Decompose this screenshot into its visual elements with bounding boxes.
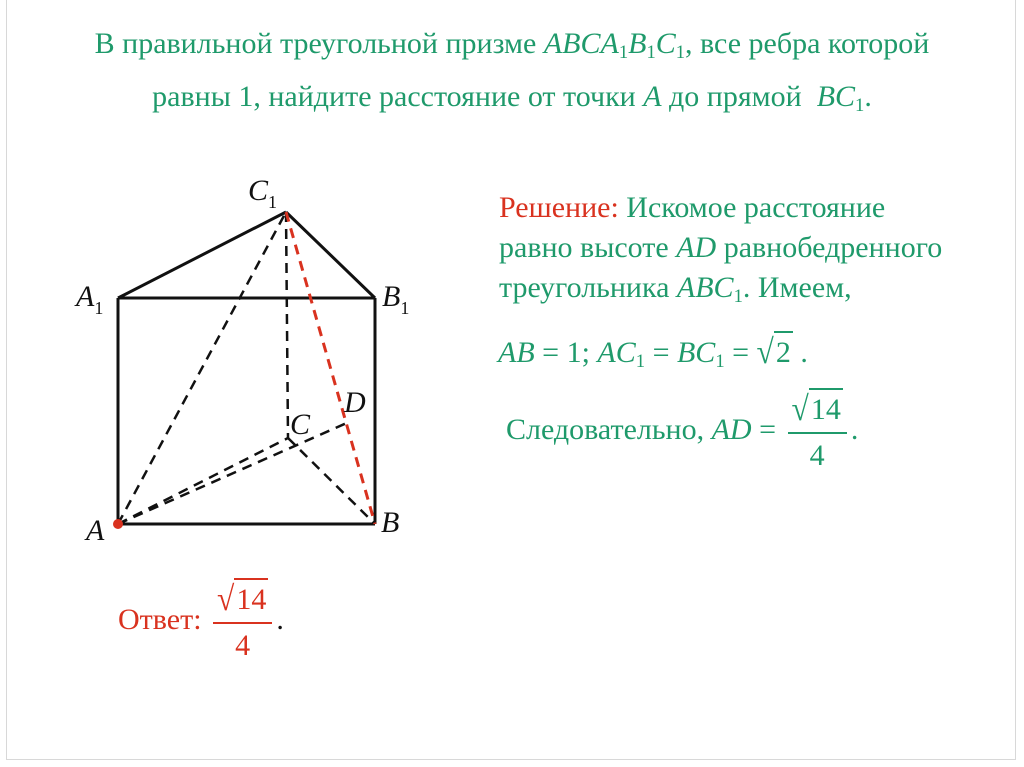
label-c1: $C_1$ bbox=[248, 174, 278, 212]
eq-end: . bbox=[792, 336, 808, 369]
eq-sign: = bbox=[724, 336, 757, 369]
solution-text-part: равно высоте bbox=[499, 231, 677, 264]
segment-b-c1 bbox=[286, 212, 375, 524]
segment-ab: AB bbox=[498, 336, 535, 369]
radical-sign-icon: √ bbox=[791, 389, 809, 428]
denominator: 4 bbox=[235, 629, 251, 662]
numerator bbox=[213, 578, 272, 624]
problem-text: равны 1, найдите расстояние от точки bbox=[152, 80, 644, 114]
segment-a-c1 bbox=[118, 212, 286, 524]
edge-a1-c1 bbox=[118, 212, 286, 298]
radicand: 2 bbox=[774, 331, 793, 373]
subscript: 1 bbox=[715, 351, 725, 373]
point-a-marker bbox=[113, 519, 123, 529]
label-b1: $B_1$ bbox=[382, 280, 410, 318]
label-d: D bbox=[344, 386, 366, 419]
eq-sign: = bbox=[751, 412, 784, 446]
fraction bbox=[788, 388, 847, 476]
subscript: 1 bbox=[855, 95, 865, 117]
subscript: 1 bbox=[618, 42, 629, 64]
radical-sign-icon: √ bbox=[217, 579, 235, 618]
solution-text bbox=[499, 188, 1019, 317]
denominator: 4 bbox=[809, 439, 825, 472]
label-b: B bbox=[381, 506, 400, 539]
solution-label: Решение: bbox=[499, 191, 619, 224]
label-a: A bbox=[86, 514, 105, 547]
solution-text-part: Искомое расстояние bbox=[618, 191, 886, 224]
solution-line-3 bbox=[499, 268, 1019, 317]
problem-text: до прямой bbox=[661, 80, 817, 114]
segment-bc1: BC bbox=[676, 336, 716, 369]
line-name: BC bbox=[816, 80, 856, 114]
solution-line-2 bbox=[499, 228, 1019, 268]
edge-c-c1 bbox=[286, 212, 288, 438]
radicand: 14 bbox=[809, 388, 843, 430]
solution-text-part: равнобедренного bbox=[716, 231, 943, 264]
subscript: 1 bbox=[646, 42, 656, 64]
solution-line-1 bbox=[499, 188, 1019, 228]
point-name: A bbox=[643, 80, 662, 114]
eq-text: Следовательно, bbox=[506, 412, 712, 446]
radical-sign-icon: √ bbox=[756, 332, 774, 371]
eq-sign: = bbox=[645, 336, 677, 369]
sqrt-2 bbox=[757, 331, 793, 373]
equation-lengths bbox=[498, 331, 808, 382]
height-name: AD bbox=[676, 231, 717, 264]
eq-end: . bbox=[850, 412, 859, 446]
segment-a-d bbox=[118, 422, 349, 524]
equation-result bbox=[506, 388, 858, 476]
segment-ac1: AC bbox=[597, 336, 636, 369]
answer bbox=[118, 578, 284, 666]
problem-text: , все ребра которой bbox=[685, 27, 930, 60]
solution-text-part: треугольника bbox=[499, 271, 677, 304]
label-a1: $A_1$ bbox=[76, 280, 104, 318]
eq-text: = 1; bbox=[534, 336, 598, 369]
problem-text: В правильной треугольной призме bbox=[94, 27, 544, 60]
answer-end: . bbox=[276, 602, 284, 636]
subscript: 1 bbox=[635, 351, 646, 373]
label-c: C bbox=[290, 408, 311, 441]
prism-name-c: C bbox=[655, 27, 676, 60]
triangle-name: ABC bbox=[676, 271, 734, 304]
answer-label: Ответ: bbox=[118, 602, 210, 636]
edge-c1-b1 bbox=[286, 212, 375, 298]
problem-text: . bbox=[864, 80, 872, 114]
solution-text-part: . Имеем, bbox=[742, 271, 852, 304]
answer-fraction bbox=[213, 578, 272, 666]
edge-a-c bbox=[118, 438, 288, 524]
numerator bbox=[788, 388, 847, 434]
prism-name-b: B bbox=[628, 27, 647, 60]
segment-ad: AD bbox=[711, 412, 752, 446]
prism-name: ABCA bbox=[543, 27, 619, 60]
radicand: 14 bbox=[234, 578, 268, 620]
subscript: 1 bbox=[675, 42, 686, 64]
subscript: 1 bbox=[733, 286, 743, 308]
